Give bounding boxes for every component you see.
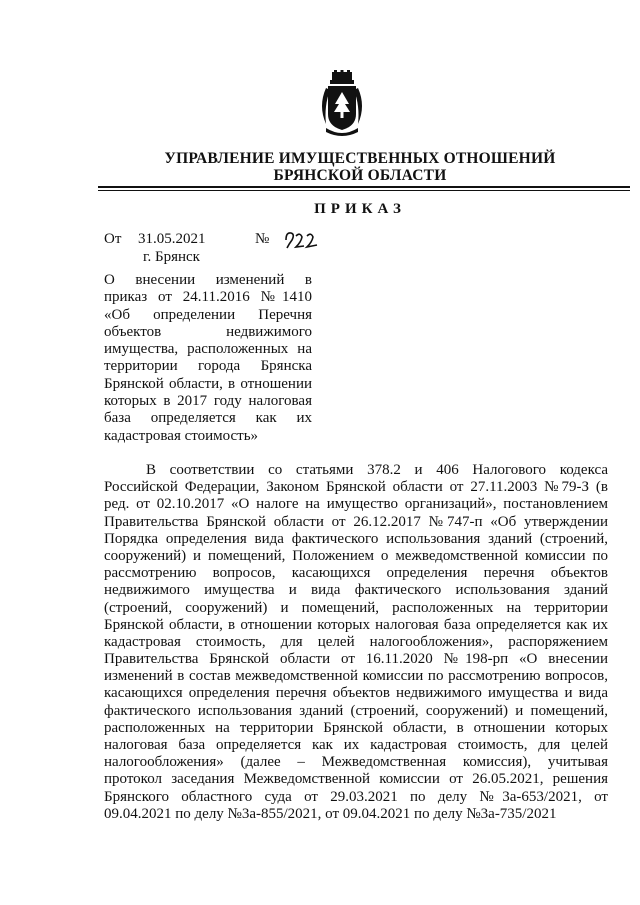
body-line: Брянской области, в отношении которых налоговая база определяется как их (104, 616, 608, 633)
coat-of-arms-icon (318, 70, 366, 138)
body-line: протокол заседания Межведомственной комиссии от 26.05.2021, решения (104, 771, 608, 788)
date-prefix: От (104, 231, 122, 247)
subject-line: Брянской области, в отношении (104, 375, 312, 392)
subject-line: территории города Брянска (104, 358, 312, 375)
organization-name-line1: УПРАВЛЕНИЕ ИМУЩЕСТВЕННЫХ ОТНОШЕНИЙ (164, 150, 556, 167)
subject-line: кадастровая стоимость» (104, 427, 259, 444)
organization-name-line2: БРЯНСКОЙ ОБЛАСТИ (273, 167, 447, 184)
subject-line: которых в 2017 году налоговая (104, 393, 312, 410)
body-line: 09.04.2021 по делу №3а-855/2021, от 09.04.2021 по делу №3а-735/2021 (104, 805, 557, 822)
body-line: касающихся определения перечня объектов недвижимого имущества и вида (104, 685, 608, 702)
body-line: изменений в состав межведомственной комиссии по рассмотрению вопросов, (104, 668, 608, 685)
body-line: Правительства Брянской области от 26.12.2017 №747-п «Об утверждении (104, 513, 608, 530)
body-line: сооружений) и помещений, Положением о межведомственной комиссии по (104, 547, 608, 564)
body-line: фактического использования зданий (строений, сооружений) и помещений, (104, 702, 608, 719)
body-line: кадастровая стоимость, для целей налогообложения», распоряжением (104, 633, 608, 650)
city: г. Брянск (143, 249, 200, 265)
body-line: налогообложения» (далее – Межведомственная комиссия), учитывая (104, 754, 608, 771)
document-title: ПРИКАЗ (314, 201, 406, 217)
body-line: налоговая база определяется как их кадастровая стоимость, для целей (104, 737, 608, 753)
body-line: недвижимого имущества и вида фактического использования зданий (104, 582, 608, 599)
subject-line: имущества, расположенных на (104, 341, 312, 358)
body-line: рассмотрению вопросов, касающихся определения перечня объектов (104, 565, 608, 582)
body-line: (строений, сооружений) и помещений, расположенных на территории (104, 599, 608, 616)
document-date: 31.05.2021 (138, 231, 206, 247)
body-line: Правительства Брянской области от 16.11.2020 №198-рп «О внесении (104, 651, 608, 668)
body-line: В соответствии со статьями 378.2 и 406 Налогового кодекса (146, 462, 608, 478)
header-divider (98, 186, 630, 188)
body-line: Российской Федерации, Законом Брянской области от 27.11.2003 №79-З (в (104, 479, 608, 496)
handwritten-number (283, 228, 323, 250)
subject-block (104, 272, 312, 445)
subject-line: приказ от 24.11.2016 №1410 (104, 289, 312, 306)
number-prefix: № (255, 231, 270, 247)
body-line: Брянского областного суда от 29.03.2021 по делу №3а-653/2021, от (104, 788, 608, 805)
header-divider-thin (98, 190, 630, 191)
body-line: Порядка определения вида фактического использования зданий (строений, (104, 530, 608, 547)
body-line: расположенных на территории Брянской области, в отношении которых (104, 719, 608, 736)
subject-line: О внесении изменений в (104, 272, 312, 288)
subject-line: объектов недвижимого (104, 323, 312, 340)
body-text (104, 462, 608, 823)
body-line: ред. от 02.10.2017 «О налоге на имущество организаций», постановлением (104, 496, 608, 513)
subject-line: «Об определении Перечня (104, 306, 312, 323)
subject-line: база определяется как их (104, 410, 312, 427)
